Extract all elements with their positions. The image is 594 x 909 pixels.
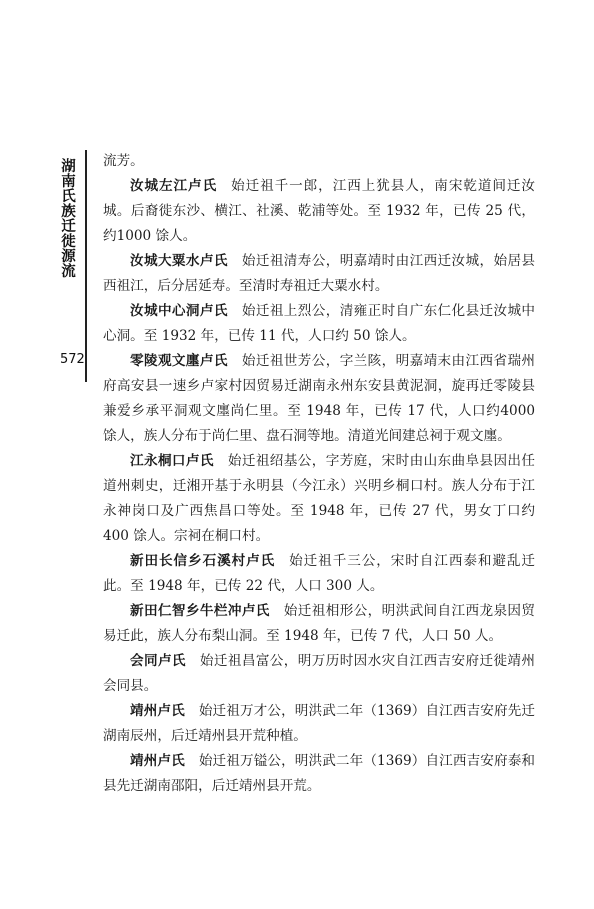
side-title: 湖南氏族迁徙源流 bbox=[59, 158, 76, 278]
clan-entry bbox=[103, 699, 535, 749]
clan-heading: 新田长信乡石溪村卢氏 bbox=[130, 553, 276, 569]
clan-entry bbox=[103, 749, 535, 799]
clan-entry bbox=[103, 599, 535, 649]
clan-text: 始迁祖万才公，明洪武二年（1369）自江西吉安府先迁湖南辰州，后迁靖州县开荒种植。 bbox=[103, 703, 536, 744]
clan-heading: 新田仁智乡牛栏冲卢氏 bbox=[130, 603, 270, 619]
clan-heading: 零陵观文廛卢氏 bbox=[130, 353, 228, 369]
side-divider bbox=[85, 150, 87, 382]
clan-entry bbox=[103, 549, 535, 599]
clan-entry bbox=[103, 249, 535, 299]
clan-text: 始迁祖千三公，宋时自江西泰和避乱迁此。至 1948 年，已传 22 代，人口 300 人。 bbox=[103, 553, 535, 594]
clan-heading: 江永桐口卢氏 bbox=[130, 453, 214, 469]
clan-entry bbox=[103, 449, 535, 549]
clan-text: 始迁祖相形公，明洪武间自江西龙泉因贸易迁此，族人分布梨山洞。至 1948 年，已传 7 代，人口 50 人。 bbox=[103, 603, 535, 644]
clan-text: 始迁祖绍基公，字芳庭，宋时由山东曲阜县因出任道州刺史，迁湘开基于永明县（今江永）兴明乡桐口村。族人分布于江永神岗口及广西焦昌口等处。至 1948 年，已传 27 代，男女丁口约 400 馀人。宗祠在桐口村。 bbox=[103, 453, 536, 544]
clan-heading: 靖州卢氏 bbox=[130, 753, 185, 769]
clan-text: 始迁祖千一郎，江西上犹县人，南宋乾道间迁汝城。后裔徙东沙、横江、社溪、乾浦等处。至 1932 年，已传 25 代，约1000 馀人。 bbox=[103, 178, 535, 244]
clan-heading: 汝城大粟水卢氏 bbox=[130, 253, 228, 269]
clan-text: 始迁祖上烈公，清雍正时自广东仁化县迁汝城中心洞。至 1932 年，已传 11 代，人口约 50 馀人。 bbox=[103, 303, 536, 344]
main-text bbox=[103, 149, 535, 799]
clan-heading: 汝城中心洞卢氏 bbox=[130, 303, 228, 319]
clan-entry bbox=[103, 174, 535, 249]
clan-text: 始迁祖世芳公，字兰陔，明嘉靖末由江西省瑞州府高安县一速乡卢家村因贸易迁湖南永州东安县黄泥洞，旋再迁零陵县兼爱乡承平洞观文廛尚仁里。至 1948 年，已传 17 代，人口约4000 馀人，族人分布于尚仁里、盘石洞等地。清道光间建总祠于观文廛。 bbox=[103, 353, 536, 444]
clan-heading: 汝城左江卢氏 bbox=[130, 178, 218, 194]
clan-text: 始迁祖万镒公，明洪武二年（1369）自江西吉安府泰和县先迁湖南邵阳，后迁靖州县开荒。 bbox=[103, 753, 536, 794]
page-number: 572 bbox=[60, 352, 85, 367]
clan-text: 始迁祖清寿公，明嘉靖时由江西迁汝城，始居县西祖江，后分居延寿。至清时寿祖迁大粟水村。 bbox=[103, 253, 536, 294]
clan-heading: 会同卢氏 bbox=[130, 653, 186, 669]
clan-text: 始迁祖昌富公，明万历时因水灾自江西吉安府迁徙靖州会同县。 bbox=[103, 653, 536, 694]
clan-entry bbox=[103, 649, 535, 699]
clan-entry bbox=[103, 299, 535, 349]
clan-heading: 靖州卢氏 bbox=[130, 703, 185, 719]
continuation-text: 流芳。 bbox=[103, 153, 144, 169]
clan-entry bbox=[103, 349, 535, 449]
